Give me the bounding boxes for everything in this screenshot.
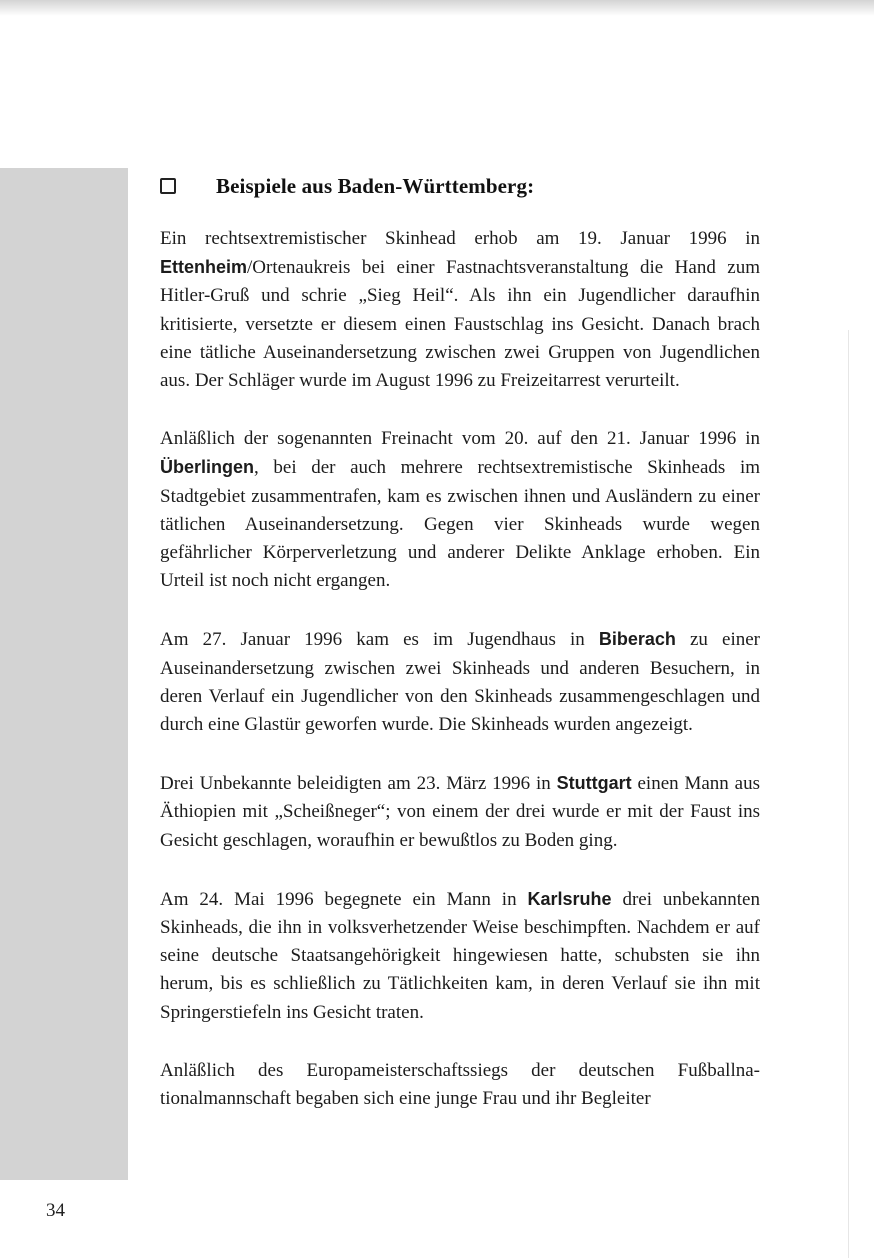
paragraph-text: Am 27. Januar 1996 kam es im Jugendhaus in [160, 629, 599, 651]
paragraph-text: zu einer Auseinandersetzung zwischen zwei Skinheads und anderen Besuchern, in deren Verlauf ein Jugendlicher von den Skinheads zusammengeschlagen und durch eine Glastür geworfen wurde. Die Skinheads wurden angezeigt. [160, 629, 760, 736]
paragraph-ueberlingen [160, 425, 760, 595]
place-name: Überlingen [160, 457, 255, 478]
place-name: Biberach [598, 629, 676, 650]
paragraph-text: Anläßlich des Europameisterschaftssiegs der deutschen Fußballnationalmannschaft begaben sich eine junge Frau und ihr Begleiter [160, 1059, 760, 1110]
section-heading [160, 172, 800, 200]
paragraph-text: einen Mann aus Äthiopien mit „Scheißneger“; von einem der drei wurde er mit der Faust ins Gesicht geschlagen, woraufhin er bewußtlos zu Boden ging. [160, 773, 760, 851]
body-text [160, 225, 760, 1143]
paragraph-karlsruhe [160, 885, 760, 1027]
paragraph-europameisterschaft [160, 1057, 760, 1113]
paragraph-text: Drei Unbekannte beleidigten am 23. März 1996 in [160, 773, 557, 795]
paragraph-stuttgart [160, 769, 760, 855]
paragraph-ettenheim [160, 225, 760, 395]
paragraph-text: , bei der auch mehrere rechtsextremistische Skinheads im Stadtgebiet zusammentrafen, kam es zwischen ihnen und Ausländern zu einer tätlichen Auseinandersetzung. Gegen vier Skinheads wurde wegen gefährlicher Körperverletzung und anderer Delikte Anklage erhoben. Ein Urteil ist noch nicht ergangen. [160, 457, 760, 592]
page-number: 34 [46, 1200, 65, 1221]
paragraph-text: drei unbekannten Skinheads, die ihn in volksverhetzender Weise beschimpften. Nachdem er auf seine deutsche Staatsangehörigkeit hingewiesen hatte, schubsten sie ihn herum, bis es schließlich zu Tätlichkeiten kam, in deren Verlauf sie ihn mit Springerstiefeln ins Gesicht traten. [160, 888, 760, 1023]
place-name: Karlsruhe [527, 888, 612, 909]
paragraph-biberach [160, 625, 760, 739]
place-name: Ettenheim [160, 257, 248, 278]
paragraph-text: Ein rechtsextremistischer Skinhead erhob am 19. Januar 1996 in [160, 228, 760, 249]
page-right-edge [848, 330, 849, 1258]
heading-text: Beispiele aus Baden-Württemberg: [216, 173, 535, 198]
paragraph-text: Anläßlich der sogenannten Freinacht vom 20. auf den 21. Januar 1996 in [160, 428, 760, 450]
checkbox-bullet-icon [160, 178, 176, 194]
paragraph-text: Am 24. Mai 1996 begegnete ein Mann in [160, 888, 528, 910]
paragraph-text: /Ortenaukreis bei einer Fastnachtsveranstaltung die Hand zum Hitler-Gruß und schrie „Sieg Heil“. Als ihn ein Jugendlicher daraufhin kritisierte, versetzte er diesem einen Faustschlag ins Gesicht. Danach brach eine tätliche Auseinandersetzung zwischen zwei Gruppen von Jugendlichen aus. Der Schläger wurde im August 1996 zu Freizeitarrest verurteilt. [160, 257, 760, 392]
margin-grey-bar [0, 168, 128, 1180]
place-name: Stuttgart [556, 773, 632, 794]
scan-top-shadow [0, 0, 874, 16]
